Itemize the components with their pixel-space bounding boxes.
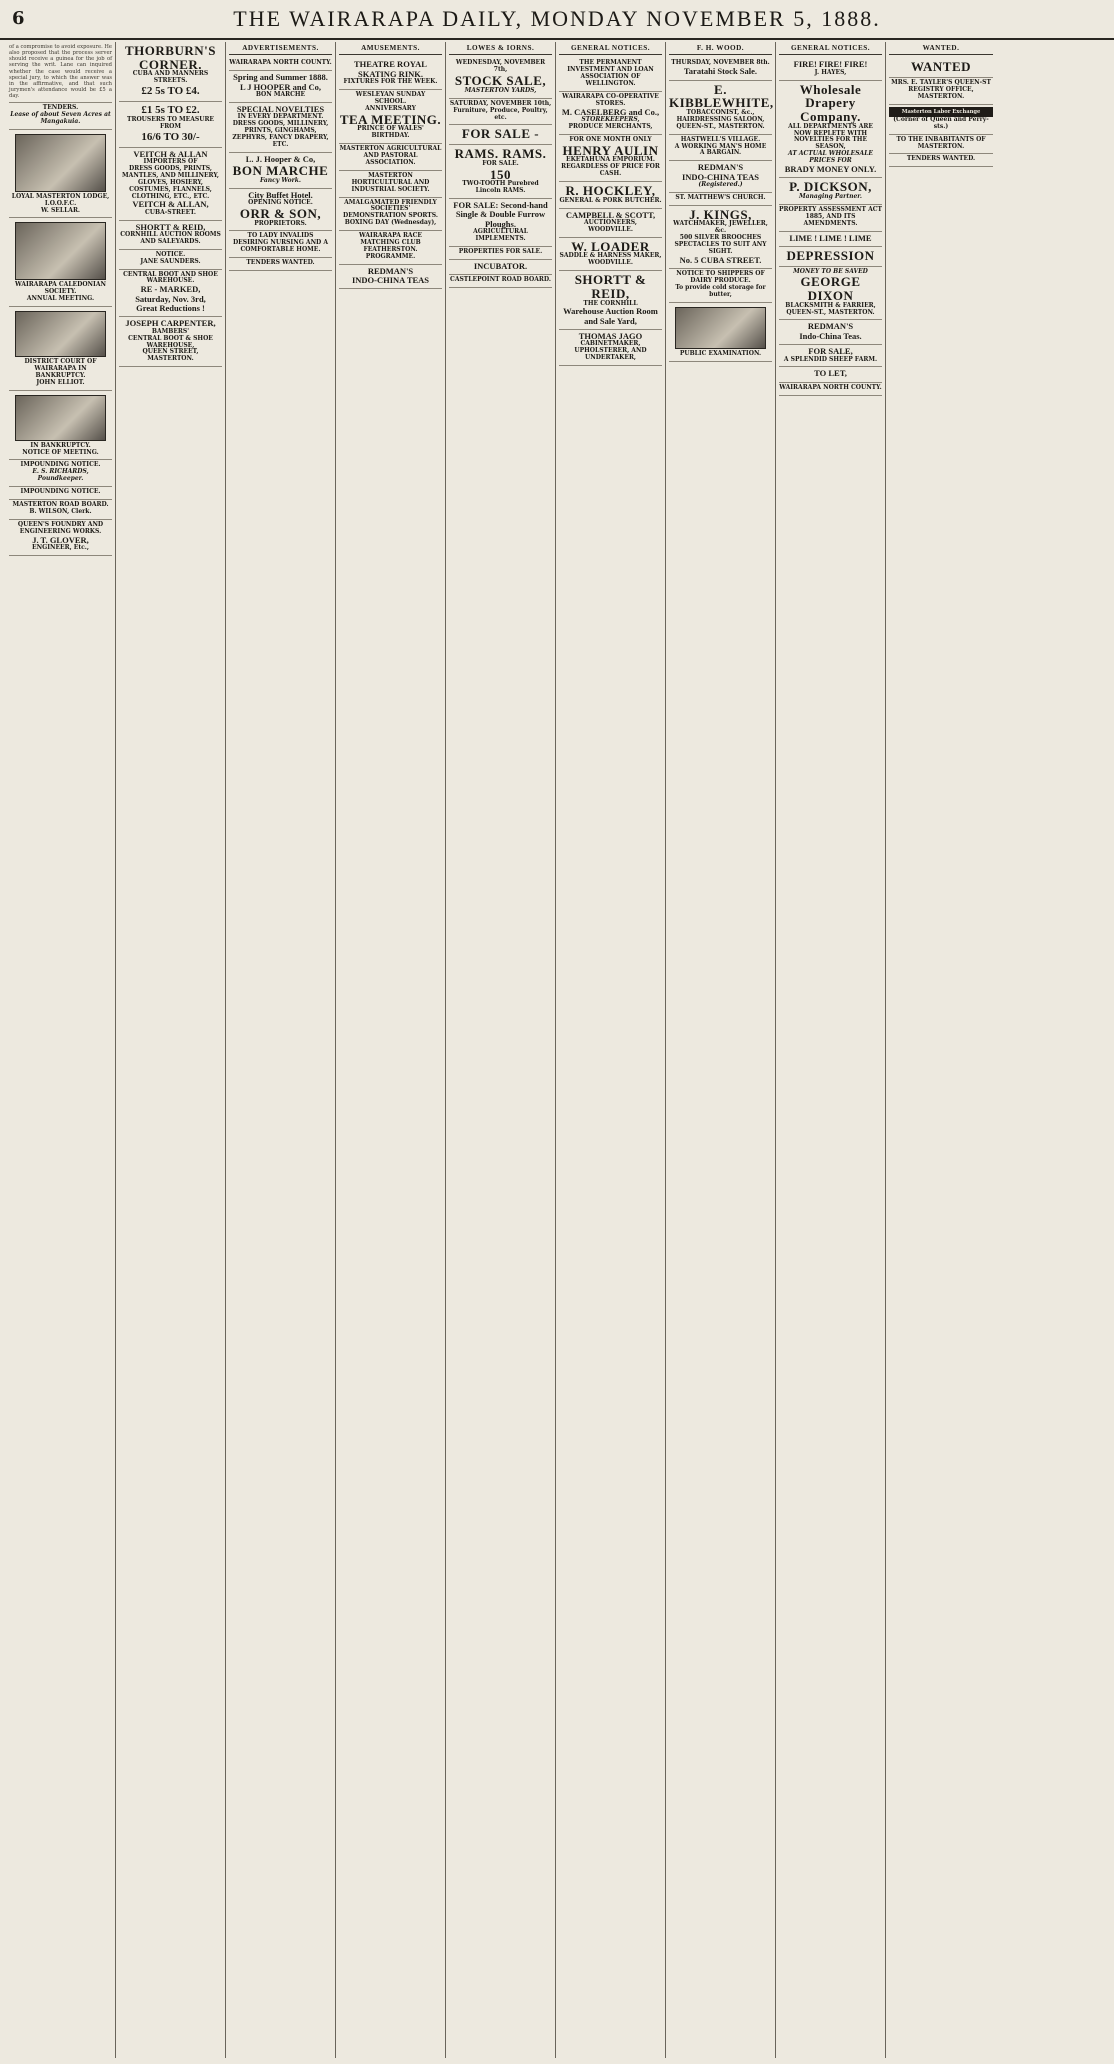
column-4-heading: AMUSEMENTS. — [339, 42, 442, 55]
price-range-3: 16/6 TO 30/- — [141, 130, 200, 143]
labor-exchange-heading: Masterton Labor Exchange — [889, 107, 993, 117]
money-saved: MONEY TO BE SAVED — [793, 267, 868, 275]
column-8-heading: GENERAL NOTICES. — [779, 42, 882, 55]
spectacles-line: SPECTACLES TO SUIT ANY SIGHT. — [674, 241, 767, 256]
warehouse-address: QUEEN STREET, MASTERTON. — [142, 348, 199, 363]
bambers-heading: BAMBERS' — [151, 327, 190, 335]
hayes-signature: J. HAYES, — [814, 68, 847, 76]
saturday-heading: Saturday, Nov. 3rd, — [135, 293, 206, 304]
bankruptcy-signature: JOHN ELLIOT. — [36, 378, 85, 386]
fire-heading: FIRE! FIRE! FIRE! — [793, 59, 868, 70]
price-range-1: £2 5s TO £4. — [141, 85, 200, 98]
masthead — [0, 0, 1114, 40]
warehouse-auction: Warehouse Auction Room and Sale Yard, — [563, 306, 658, 326]
storekeepers: STOREKEEPERS, — [581, 116, 640, 124]
brady-money: BRADY MONEY ONLY. — [784, 163, 877, 174]
wanted-heading: WANTED — [910, 59, 972, 75]
road-board-signature: B. WILSON, Clerk. — [29, 507, 92, 515]
column-4 — [336, 42, 446, 2058]
creditors-heading: NOTICE OF MEETING. — [22, 448, 99, 456]
village-heading: HASTWELL'S VILLAGE. — [680, 135, 761, 143]
column-3 — [226, 42, 336, 2058]
notice-heading: NOTICE. — [155, 250, 186, 258]
rams-number: 150 — [490, 166, 511, 182]
wednesday-date: WEDNESDAY, NOVEMBER 7th, — [455, 59, 546, 74]
tenders-wanted-heading-2: TENDERS WANTED. — [906, 155, 976, 163]
skating-heading: SKATING RINK. — [357, 68, 424, 79]
corner-heading: CORNER. — [138, 56, 203, 72]
lime-heading: LIME ! LIME ! LIME — [789, 232, 872, 243]
spring-summer-heading: Spring and Summer 1888. — [233, 72, 328, 83]
property-assessment: PROPERTY ASSESSMENT ACT 1885, AND ITS AMENDMENTS. — [779, 205, 882, 227]
impounding-heading-2: IMPOUNDING NOTICE. — [20, 488, 101, 496]
examination-heading: PUBLIC EXAMINATION. — [679, 349, 762, 357]
indo-china-heading: INDO-CHINA TEAS — [351, 274, 430, 285]
notice-signature: JANE SAUNDERS. — [140, 257, 201, 265]
every-department: IN EVERY DEPARTMENT. — [237, 113, 324, 121]
rams-description: TWO-TOOTH Purebred Lincoln RAMS. — [462, 180, 539, 195]
central-boot-heading: CENTRAL BOOT AND SHOE WAREHOUSE. — [123, 270, 218, 285]
church-heading: ST. MATTHEW'S CHURCH. — [675, 193, 766, 201]
butcher-subtitle: GENERAL & PORK BUTCHER. — [559, 196, 662, 204]
court-crest-image — [15, 311, 106, 357]
city-buffet-heading: City Buffet Hotel. — [248, 189, 313, 200]
pastoral-heading: MASTERTON AGRICULTURAL AND PASTORAL ASSOCIATION. — [339, 145, 442, 166]
stock-sale-heading: STOCK SALE, — [454, 73, 547, 89]
kibblewhite-heading: E. KIBBLEWHITE, — [669, 81, 774, 111]
article-continuation: of a compromise to avoid exposure. He also proposed that the process server should receive a guinea for the job of serving the writ. Lane can inquired whether the case would receive a special jury, to which the answer was in the affirmative, and that such jurymen's attendance would be £5 a day. — [9, 42, 112, 103]
tobacconist: TOBACCONIST, &c., — [686, 109, 755, 116]
road-board-heading: MASTERTON ROAD BOARD. — [12, 501, 109, 509]
dixon-heading: GEORGE DIXON — [800, 274, 861, 304]
caledonian-subtitle: ANNUAL MEETING. — [26, 295, 95, 303]
demonstration-heading: AMALGAMATED FRIENDLY SOCIETIES' DEMONSTRATION SPORTS. — [343, 198, 438, 220]
bargain-heading: A BARGAIN. — [699, 149, 742, 157]
glover-name: J. T. GLOVER, — [32, 534, 89, 545]
column-3-heading: ADVERTISEMENTS. — [229, 42, 332, 55]
price-range-2: £1 5s TO £2. — [141, 104, 200, 117]
registry-office-heading: MRS. E. TAYLER'S QUEEN-ST REGISTRY OFFICE, MASTERTON. — [891, 79, 991, 100]
orr-son-heading: ORR & SON, — [239, 205, 322, 221]
regardless-heading: REGARDLESS OF PRICE FOR CASH. — [561, 163, 660, 178]
to-let-heading: TO LET, — [814, 368, 847, 379]
depression-heading: DEPRESSION — [786, 247, 875, 263]
carpenter-heading: JOSEPH CARPENTER, — [125, 318, 216, 329]
redmans-heading: REDMAN'S — [367, 265, 414, 276]
caledonian-emblem-image — [15, 222, 106, 280]
dress-goods-list: DRESS GOODS, MILLINERY, PRINTS, GINGHAMS, ZEPHYRS, FANCY DRAPERY, ETC. — [232, 120, 329, 148]
dixon-address: QUEEN-ST., MASTERTON. — [786, 308, 875, 316]
watchmaker-subtitle: WATCHMAKER, JEWELLER, &c. — [673, 220, 768, 235]
incubator-heading: INCUBATOR. — [473, 260, 528, 271]
court-crest-image-3 — [675, 307, 766, 349]
produce-merchants: PRODUCE MERCHANTS, — [568, 123, 653, 131]
redmans-heading-2: REDMAN'S — [697, 162, 744, 173]
bankruptcy-title-2: IN BANKRUPTCY. — [30, 441, 91, 449]
aulin-heading: HENRY AULIN — [562, 142, 659, 158]
home-heading: A WORKING MAN'S HOME — [674, 142, 767, 150]
newspaper-title: THE WAIRARAPA DAILY, MONDAY NOVEMBER 5, 1888. — [233, 6, 881, 31]
novelties-line: NOVELTIES FOR THE SEASON, — [793, 136, 868, 151]
investment-heading: THE PERMANENT INVESTMENT AND LOAN ASSOCIATION OF WELLINGTON. — [567, 59, 654, 88]
horticultural-heading: MASTERTON HORTICULTURAL AND INDUSTRIAL SOCIETY. — [351, 171, 430, 193]
kings-heading: J. KINGS, — [689, 206, 752, 222]
caselberg-heading: M. CASELBERG and Co., — [561, 106, 660, 117]
special-novelties: SPECIAL NOVELTIES — [236, 103, 325, 114]
shortt-reid-subtitle: CORNHILL AUCTION ROOMS AND SALEYARDS. — [120, 231, 221, 245]
dickson-heading: P. DICKSON, — [789, 179, 872, 195]
hooper-heading-2: L. J. Hooper & Co, — [245, 153, 316, 164]
inhabitants-heading: TO THE INBABITANTS OF MASTERTON. — [896, 135, 986, 150]
column-7 — [666, 42, 776, 2058]
hairdressing: HAIRDRESSING SALOON, — [676, 115, 765, 123]
cabinetmaker-subtitle: CABINETMAKER, UPHOLSTERER, AND UNDERTAKER, — [574, 340, 647, 362]
wesleyan-heading: WESLEYAN SUNDAY SCHOOL. — [355, 91, 426, 105]
castlepoint-heading: CASTLEPOINT ROAD BOARD. — [450, 276, 551, 284]
opening-notice: OPENING NOTICE. — [248, 198, 313, 206]
campbell-scott-heading: CAMPBELL & SCOTT, — [565, 209, 656, 220]
columns — [6, 42, 1108, 2058]
north-county-heading: WAIRARAPA NORTH COUNTY. — [229, 59, 332, 67]
veitch-goods: DRESS GOODS, PRINTS, MANTLES, AND MILLINERY, GLOVES, HOSIERY, COSTUMES, FLANNELS, CLOTHING, ETC., ETC. — [122, 164, 219, 200]
indo-china-heading-2: INDO-CHINA TEAS — [681, 171, 760, 182]
taratahi-heading: Taratahi Stock Sale. — [683, 66, 758, 77]
all-departments: ALL DEPARTMENTS ARE NOW REPLETE WITH — [788, 122, 873, 137]
column-1 — [6, 42, 116, 2058]
theatre-heading: THEATRE ROYAL — [354, 59, 427, 70]
cornhill-heading: THE CORNHILL — [583, 299, 638, 307]
saddle-subtitle: SADDLE & HARNESS MAKER, WOODVILLE. — [559, 252, 662, 267]
blacksmith-subtitle: BLACKSMITH & FARRIER, — [785, 301, 876, 309]
rams-heading: RAMS. RAMS. — [454, 146, 547, 162]
ploughs-heading: FOR SALE: Second-hand Single & Double Furrow Ploughs. — [453, 200, 548, 229]
brooches-line: 500 SILVER BROOCHES — [679, 234, 762, 242]
impounding-signature: E. S. RICHARDS, Poundkeeper. — [32, 468, 89, 483]
emporium-heading: EKETAHUNA EMPORIUM. — [566, 156, 655, 164]
anniversary-heading: ANNIVERSARY — [365, 104, 416, 112]
veitch-subtitle: IMPORTERS OF — [143, 158, 198, 166]
north-county-heading-2: WAIRARAPA NORTH COUNTY. — [779, 383, 882, 391]
indo-china-heading-3: Indo-China Teas. — [799, 330, 862, 341]
bon-marche-heading: BON MARCHE — [255, 91, 306, 99]
fixtures-heading: FIXTURES FOR THE WEEK. — [343, 78, 438, 86]
warehouse-heading: CENTRAL BOOT & SHOE WAREHOUSE, — [128, 334, 213, 349]
registered-label: (Registered.) — [698, 181, 743, 189]
remarked-heading: RE - MARKED, — [140, 284, 201, 295]
corner-subtitle: CUBA AND MANNERS STREETS. — [132, 70, 209, 85]
reductions-heading: Great Reductions ! — [136, 303, 205, 314]
redmans-heading-3: REDMAN'S — [807, 321, 854, 332]
column-6-heading: GENERAL NOTICES. — [559, 42, 662, 55]
bon-marche-heading-2: BON MARCHE — [232, 163, 329, 179]
tea-meeting-heading: TEA MEETING. — [339, 111, 442, 127]
rams-for-sale: FOR SALE. — [482, 159, 519, 167]
jago-heading: THOMAS JAGO — [578, 331, 643, 342]
veitch-heading: VEITCH & ALLAN — [133, 148, 208, 159]
sheep-farm: A SPLENDID SHEEP FARM. — [783, 355, 878, 363]
programme-heading: PROGRAMME. — [365, 252, 416, 260]
hooper-heading: L J HOOPER and Co, — [239, 81, 321, 92]
tenders-wanted-heading: TENDERS WANTED. — [246, 259, 315, 267]
column-5-heading: LOWES & IORNS. — [449, 42, 552, 55]
tenders-heading: TENDERS. — [42, 104, 79, 112]
lease-title: Lease of about Seven Acres at Mangakuia. — [10, 111, 111, 125]
column-8 — [776, 42, 886, 2058]
furniture-heading: Furniture, Produce, Poultry, etc. — [453, 106, 548, 121]
court-crest-image-2 — [15, 395, 106, 441]
thursday-date: THURSDAY, NOVEMBER 8th. — [671, 59, 770, 67]
boxing-day: BOXING DAY (Wednesday), — [344, 219, 437, 227]
veitch-heading-2: VEITCH & ALLAN, — [132, 199, 209, 210]
orr-son-subtitle: PROPRIETORS. — [254, 219, 307, 227]
masterton-yards: MASTERTON YARDS, — [464, 86, 537, 94]
impounding-heading-1: IMPOUNDING NOTICE. — [20, 461, 101, 469]
for-sale-heading-2: FOR SALE, — [808, 346, 853, 357]
kibblewhite-address: QUEEN-ST., MASTERTON. — [676, 122, 765, 130]
lodge-signature: W. SELLAR. — [40, 206, 81, 214]
page-number: 6 — [12, 8, 25, 29]
cuba-street-line: No. 5 CUBA STREET. — [679, 254, 762, 265]
race-club-heading: WAIRARAPA RACE MATCHING CLUB FEATHERSTON. — [359, 232, 422, 253]
column-9 — [886, 42, 996, 2058]
one-month-heading: FOR ONE MONTH ONLY — [569, 135, 652, 143]
column-7-heading: F. H. WOOD. — [669, 42, 772, 55]
saturday-date: SATURDAY, NOVEMBER 10th, — [449, 99, 552, 107]
woodville: WOODVILLE. — [588, 225, 633, 233]
prices-line: AT ACTUAL WHOLESALE PRICES FOR — [788, 150, 873, 165]
column-5 — [446, 42, 556, 2058]
column-9-heading: WANTED. — [889, 42, 993, 55]
shortt-reid-heading-2: SHORTT & REID, — [574, 272, 647, 301]
cooperative-heading: WAIRARAPA CO-OPERATIVE STORES. — [562, 93, 659, 107]
fancy-work: Fancy Work. — [259, 176, 302, 184]
prince-birthday: PRINCE OF WALES' BIRTHDAY. — [357, 125, 424, 140]
managing-partner: Managing Partner. — [799, 192, 862, 200]
cold-storage-line: To provide cold storage for butter, — [675, 284, 766, 298]
lodge-emblem-image — [15, 134, 106, 192]
properties-heading: PROPERTIES FOR SALE. — [458, 247, 543, 255]
auctioneers: AUCTIONEERS, — [584, 219, 637, 227]
bankruptcy-title-1: DISTRICT COURT OF WAIRARAPA IN BANKRUPTCY. — [24, 358, 97, 379]
shortt-reid-heading: SHORTT & REID, — [135, 221, 206, 232]
column-6 — [556, 42, 666, 2058]
hockley-heading: R. HOCKLEY, — [565, 183, 656, 199]
thorburn-heading: THORBURN'S — [125, 43, 216, 58]
lodge-title: LOYAL MASTERTON LODGE, I.O.O.F.C. — [11, 192, 110, 207]
column-2 — [116, 42, 226, 2058]
implements-heading: AGRICULTURAL IMPLEMENTS. — [473, 228, 528, 242]
loader-heading: W. LOADER — [571, 238, 650, 254]
wholesale-heading: Wholesale Drapery Company. — [799, 81, 862, 124]
for-sale-heading: FOR SALE - — [461, 126, 540, 142]
foundry-heading: QUEEN'S FOUNDRY AND ENGINEERING WORKS. — [17, 520, 104, 535]
shippers-heading: NOTICE TO SHIPPERS OF DAIRY PRODUCE. — [676, 270, 765, 285]
glover-subtitle: ENGINEER, Etc., — [32, 543, 89, 551]
lady-invalids-heading: TO LADY INVALIDS DESIRING NURSING AND A COMFORTABLE HOME. — [232, 232, 329, 254]
veitch-street: CUBA-STREET. — [145, 208, 196, 216]
caledonian-title: WAIRARAPA CALEDONIAN SOCIETY. — [14, 281, 106, 296]
trousers-heading: TROUSERS TO MEASURE FROM — [127, 116, 214, 130]
labor-exchange-address: (Corner of Queen and Perry-sts.) — [893, 115, 989, 130]
